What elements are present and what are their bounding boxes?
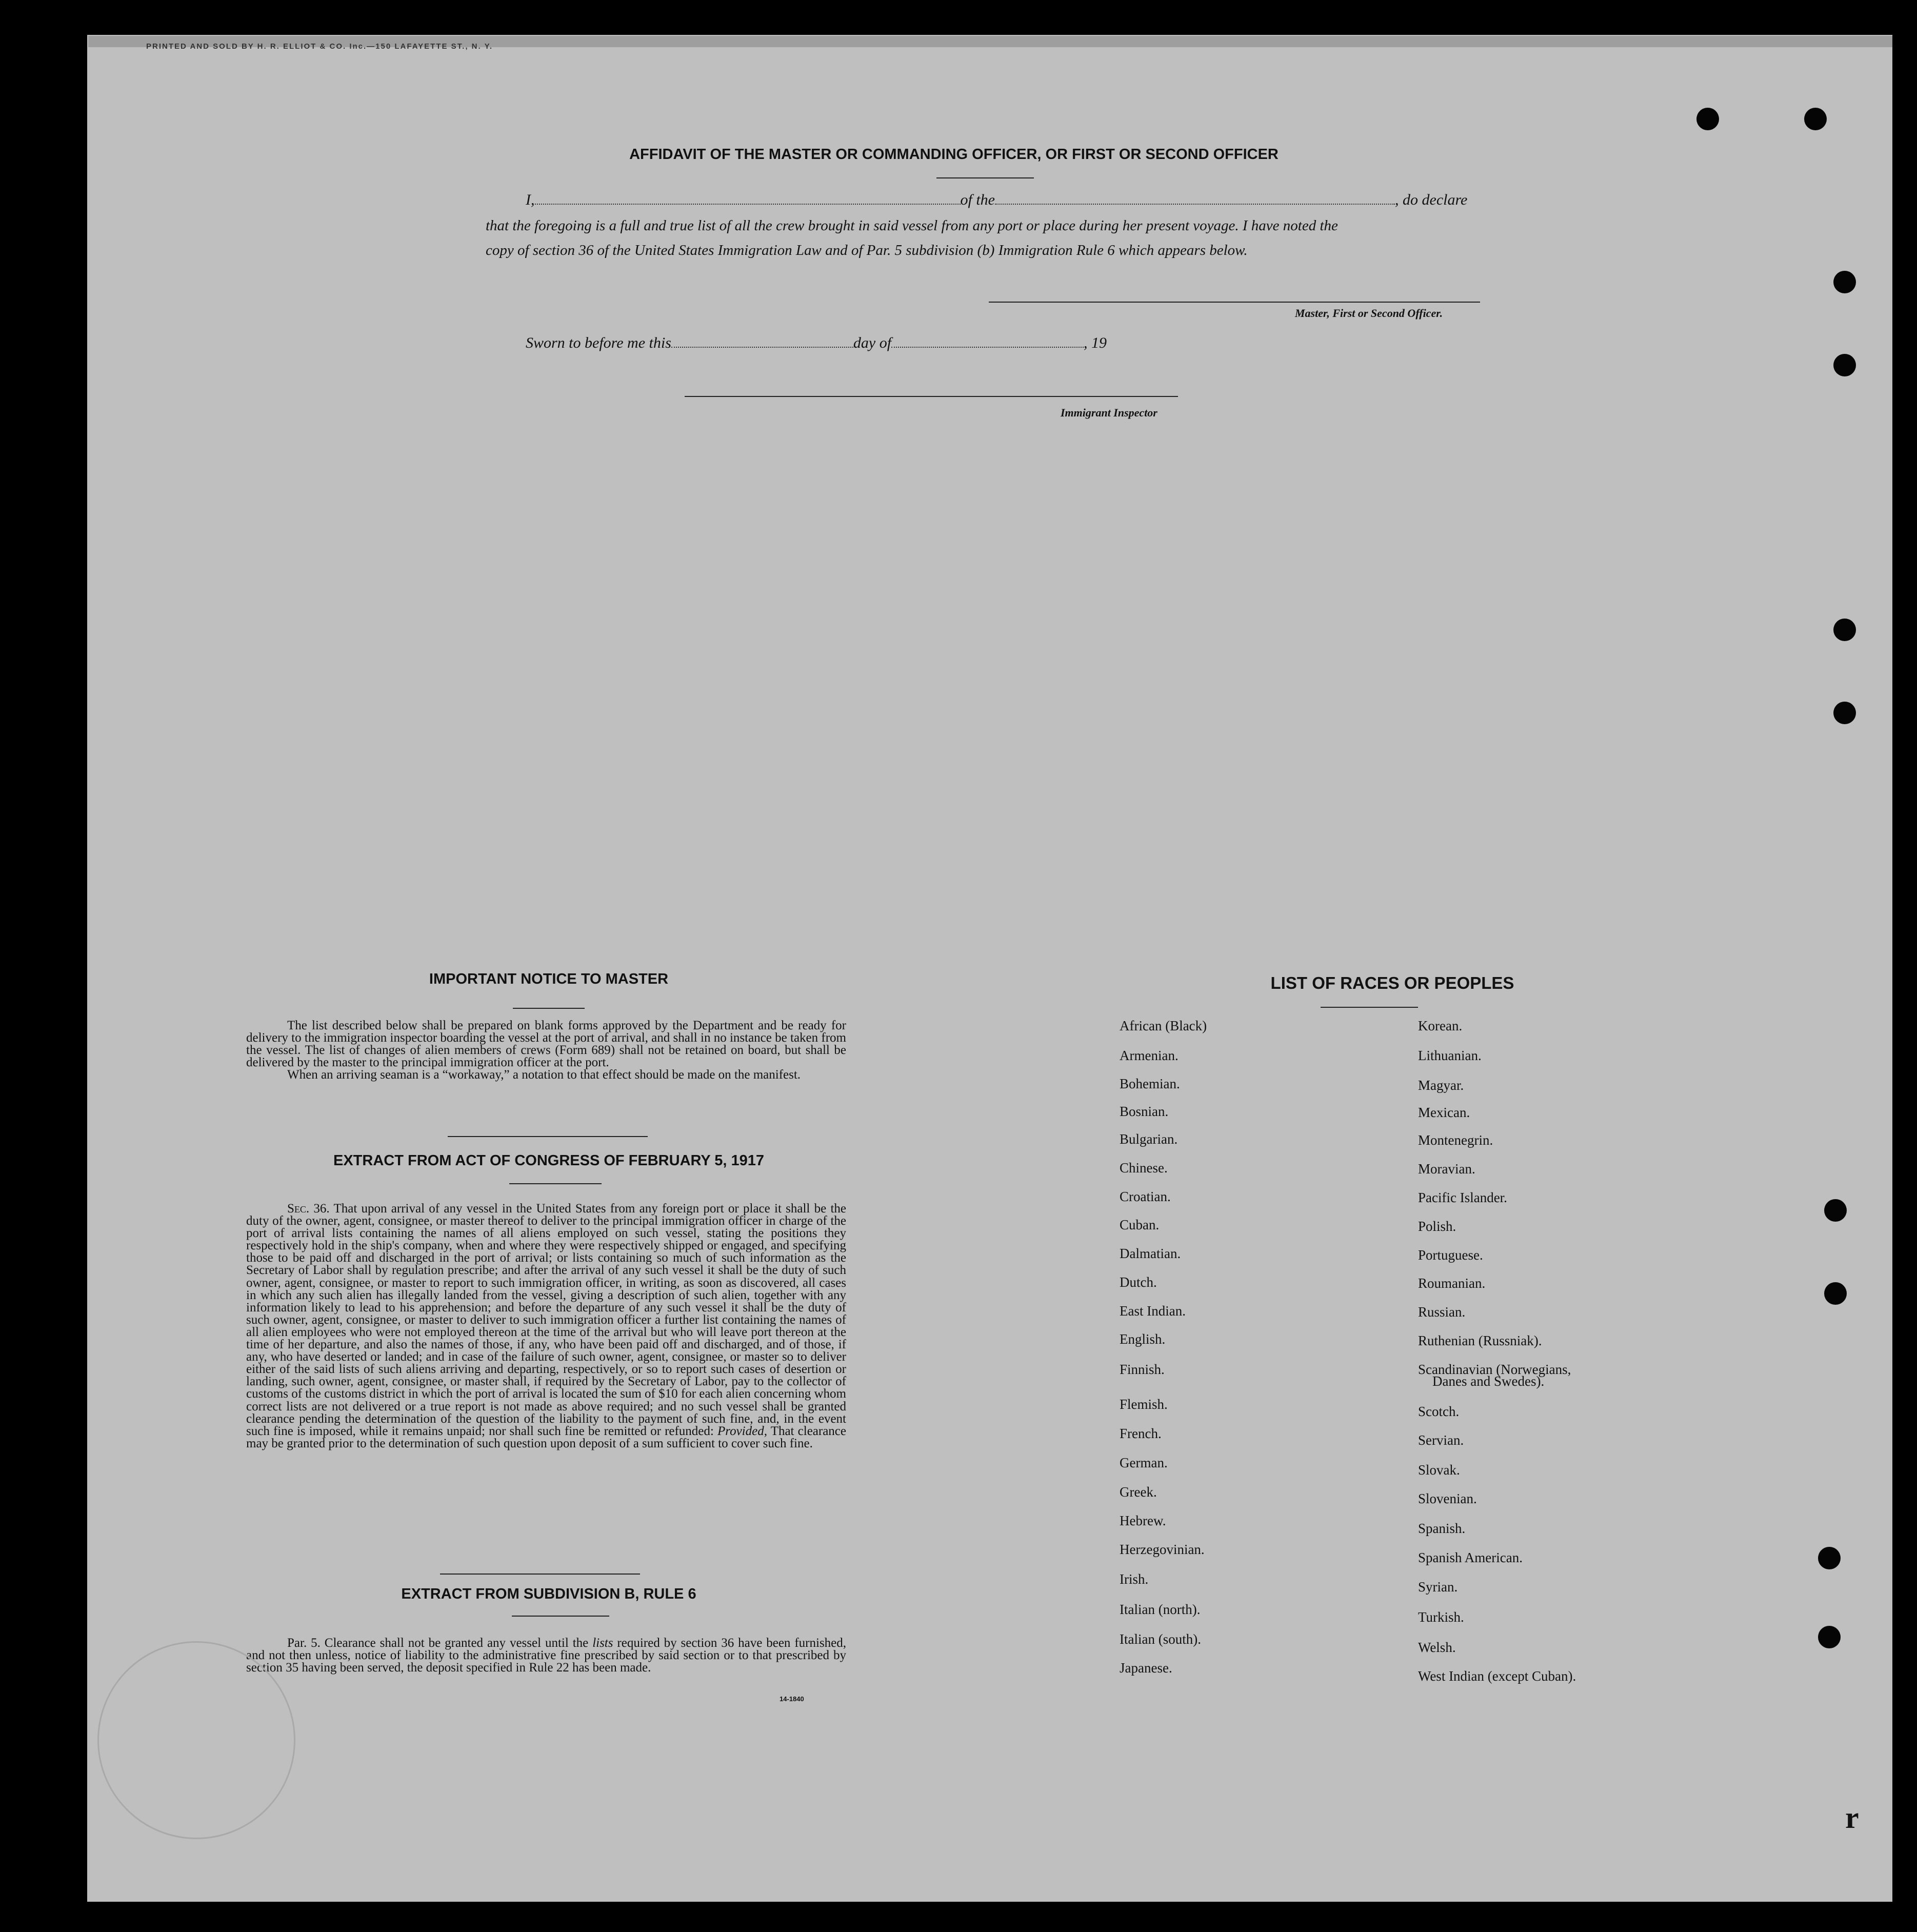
act-extract-divider: [440, 1574, 640, 1575]
name-field[interactable]: [535, 194, 961, 205]
race-item: Irish.: [1120, 1571, 1149, 1587]
form-number: 14-1840: [780, 1695, 804, 1703]
notice-title-rule: [513, 1008, 585, 1009]
race-item: French.: [1120, 1426, 1162, 1441]
day-field[interactable]: [671, 337, 853, 348]
race-item: Chinese.: [1120, 1160, 1168, 1176]
punch-hole: [1833, 619, 1856, 641]
races-title: LIST OF RACES OR PEOPLES: [1270, 973, 1514, 992]
par-5-text-b: required by section 36 have been furnished, and not then unless, notice of liability to the administrative fine prescribed by said section or to that prescribed by section 35 having been served, the deposit specified in Rule 22 has been made.: [246, 1636, 847, 1675]
race-item: Turkish.: [1418, 1609, 1464, 1625]
races-right-column: [1418, 1018, 1705, 1695]
margin-mark: r: [1845, 1801, 1859, 1835]
punch-hole: [1696, 108, 1719, 130]
race-item: Servian.: [1418, 1432, 1464, 1448]
affidavit-i: I,: [526, 191, 535, 208]
race-item: Spanish American.: [1418, 1550, 1523, 1565]
race-item: Armenian.: [1120, 1048, 1179, 1063]
race-item: Roumanian.: [1418, 1276, 1486, 1291]
race-item: Slovenian.: [1418, 1491, 1477, 1506]
race-item: Scandinavian (Norwegians,: [1418, 1362, 1571, 1377]
race-item: Polish.: [1418, 1219, 1456, 1234]
race-item: Bulgarian.: [1120, 1131, 1178, 1147]
race-item: Ruthenian (Russniak).: [1418, 1333, 1542, 1348]
master-signature-label: Master, First or Second Officer.: [1295, 307, 1443, 320]
race-item: Dutch.: [1120, 1274, 1157, 1290]
race-item: Syrian.: [1418, 1579, 1458, 1595]
inspector-signature-label: Immigrant Inspector: [1061, 406, 1157, 419]
race-item: Spanish.: [1418, 1521, 1466, 1536]
act-extract-text: [246, 1203, 846, 1450]
race-item: Pacific Islander.: [1418, 1190, 1507, 1205]
affidavit-declaration-line: [526, 191, 1467, 209]
race-item: Cuban.: [1120, 1217, 1160, 1232]
inspector-signature-line: [685, 396, 1178, 397]
race-item: Flemish.: [1120, 1397, 1168, 1412]
month-field[interactable]: [891, 337, 1084, 348]
punch-hole: [1824, 1282, 1847, 1305]
race-item: Dalmatian.: [1120, 1246, 1181, 1261]
races-left-column: [1120, 1018, 1386, 1695]
rule-extract-title: EXTRACT FROM SUBDIVISION B, RULE 6: [401, 1586, 696, 1602]
notice-text: [246, 1020, 846, 1081]
printer-imprint: PRINTED AND SOLD BY H. R. ELLIOT & CO. Inc.—150 LAFAYETTE ST., N. Y.: [146, 42, 493, 51]
race-item: Danes and Swedes).: [1432, 1373, 1545, 1389]
race-item: Slovak.: [1418, 1462, 1460, 1478]
notice-divider: [448, 1136, 648, 1137]
master-signature-line: [989, 302, 1480, 303]
race-item: Portuguese.: [1418, 1247, 1483, 1263]
notice-title: IMPORTANT NOTICE TO MASTER: [429, 971, 669, 987]
race-item: Croatian.: [1120, 1189, 1171, 1204]
section-36-text: That upon arrival of any vessel in the United States from any foreign port or place it shall be the duty of the owner, agent, consignee, or master thereof to deliver to the principal immigration officer in charge of the port of arrival lists containing the names of all aliens employed on such vessel, stating the positions they respectively hold in the ship's company, when and where they were respectively shipped or engaged, and specifying those to be paid off and discharged in the port of arrival; or lists containing so much of such information as the Secretary of Labor shall by regulation prescribe; and after the arrival of any such vessel it shall be the duty of such owner, agent, consignee, or master to report to such immigration officer, in writing, as soon as discovered, all cases in which any such alien has illegally landed from the vessel, giving a description of such alien, together with any information likely to lead to his apprehension; and before the departure of any such vessel it shall be the duty of such owner, agent, consignee, or master to deliver to such immigration officer a further list containing the names of all alien employees who were not employed thereon at the time of the arrival but who will leave port thereon at the time of her departure, and also the names of those, if any, who have been paid off and discharged, and of those, if any, who have deserted or landed; and in case of the failure of such owner, agent, consignee, or master so to deliver either of the said lists of such aliens arriving and departing, respectively, or so to report such cases of desertion or landing, such owner, agent, consignee, or master shall, if required by the Secretary of Labor, pay to the collector of customs of the customs district in which the port of arrival is located the sum of $10 for each alien concerning whom correct lists are not delivered or a true report is not made as above required; and no such vessel shall be granted clearance pending the determination of the question of the liability to the payment of such fine, and, in the event such fine is imposed, while it remains unpaid; nor shall such fine be remitted or refunded:: [246, 1202, 846, 1438]
sworn-year: , 19: [1084, 334, 1107, 351]
punch-hole: [1833, 271, 1856, 293]
rule-extract-text: [246, 1637, 846, 1674]
race-item: Welsh.: [1418, 1640, 1456, 1655]
punch-hole: [1833, 354, 1856, 376]
race-item: Russian.: [1418, 1304, 1466, 1320]
race-item: Italian (south).: [1120, 1631, 1201, 1647]
race-item: English.: [1120, 1331, 1166, 1347]
race-item: Hebrew.: [1120, 1513, 1166, 1528]
race-item: West Indian (except Cuban).: [1418, 1668, 1576, 1684]
affidavit-title-rule: [936, 177, 1034, 178]
races-title-rule: [1321, 1007, 1418, 1008]
sworn-day-of: day of: [853, 334, 892, 351]
race-item: Montenegrin.: [1418, 1132, 1493, 1148]
punch-hole: [1833, 702, 1856, 724]
race-item: Bohemian.: [1120, 1076, 1180, 1091]
race-item: Italian (north).: [1120, 1602, 1201, 1617]
rule-extract-title-rule: [512, 1616, 609, 1617]
race-item: Bosnian.: [1120, 1104, 1169, 1119]
race-item: Korean.: [1418, 1018, 1463, 1033]
affidavit-of-the: of the: [960, 191, 995, 208]
race-item: Japanese.: [1120, 1660, 1172, 1676]
affidavit-line-2: that the foregoing is a full and true list of all the crew brought in said vessel from any port or place during her present voyage. I have noted the: [486, 217, 1338, 234]
lists-word: lists: [592, 1636, 613, 1650]
race-item: Mexican.: [1418, 1105, 1470, 1120]
race-item: African (Black): [1120, 1018, 1207, 1033]
race-item: East Indian.: [1120, 1303, 1186, 1319]
race-item: Greek.: [1120, 1484, 1157, 1500]
punch-hole: [1824, 1199, 1847, 1222]
section-label: Sec. 36.: [287, 1202, 330, 1216]
affidavit-title: AFFIDAVIT OF THE MASTER OR COMMANDING OFFICER, OR FIRST OR SECOND OFFICER: [629, 146, 1279, 163]
affidavit-line-3: copy of section 36 of the United States Immigration Law and of Par. 5 subdivision (b) Immigration Rule 6 which appears below.: [486, 242, 1248, 258]
act-extract-title: EXTRACT FROM ACT OF CONGRESS OF FEBRUARY 5, 1917: [333, 1152, 765, 1169]
race-item: Magyar.: [1418, 1078, 1464, 1093]
race-item: Scotch.: [1418, 1404, 1460, 1419]
vessel-field[interactable]: [995, 194, 1395, 205]
race-item: Finnish.: [1120, 1362, 1165, 1377]
notice-paragraph-1: The list described below shall be prepared on blank forms approved by the Department and be ready for delivery to the immigration inspector boarding the vessel at the port of arrival, and shall in no instance be taken from the vessel. The list of changes of alien members of crews (Form 689) shall not be retained on board, but shall be delivered by the master to the principal immigration officer at the port.: [246, 1019, 846, 1070]
provided-word: Provided,: [717, 1424, 767, 1438]
race-item: Moravian.: [1418, 1161, 1475, 1177]
notice-paragraph-2: When an arriving seaman is a “workaway,” a notation to that effect should be made on the manifest.: [287, 1068, 801, 1082]
section-36-text-end: That clearance may be granted prior to the determination of such question upon deposit of a sum sufficient to cover such fine.: [246, 1424, 846, 1450]
affidavit-declare: , do declare: [1395, 191, 1468, 208]
punch-hole: [1804, 108, 1827, 130]
sworn-prefix: Sworn to before me this: [526, 334, 671, 351]
punch-hole: [1818, 1547, 1841, 1569]
act-extract-title-rule: [509, 1183, 602, 1184]
embossed-seal: [97, 1641, 295, 1839]
sworn-line: [526, 334, 1107, 352]
race-item: German.: [1120, 1455, 1168, 1470]
punch-hole: [1818, 1626, 1841, 1648]
race-item: Lithuanian.: [1418, 1048, 1482, 1063]
par-5-text-a: Par. 5. Clearance shall not be granted any vessel until the: [287, 1636, 589, 1650]
race-item: Herzegovinian.: [1120, 1542, 1205, 1557]
